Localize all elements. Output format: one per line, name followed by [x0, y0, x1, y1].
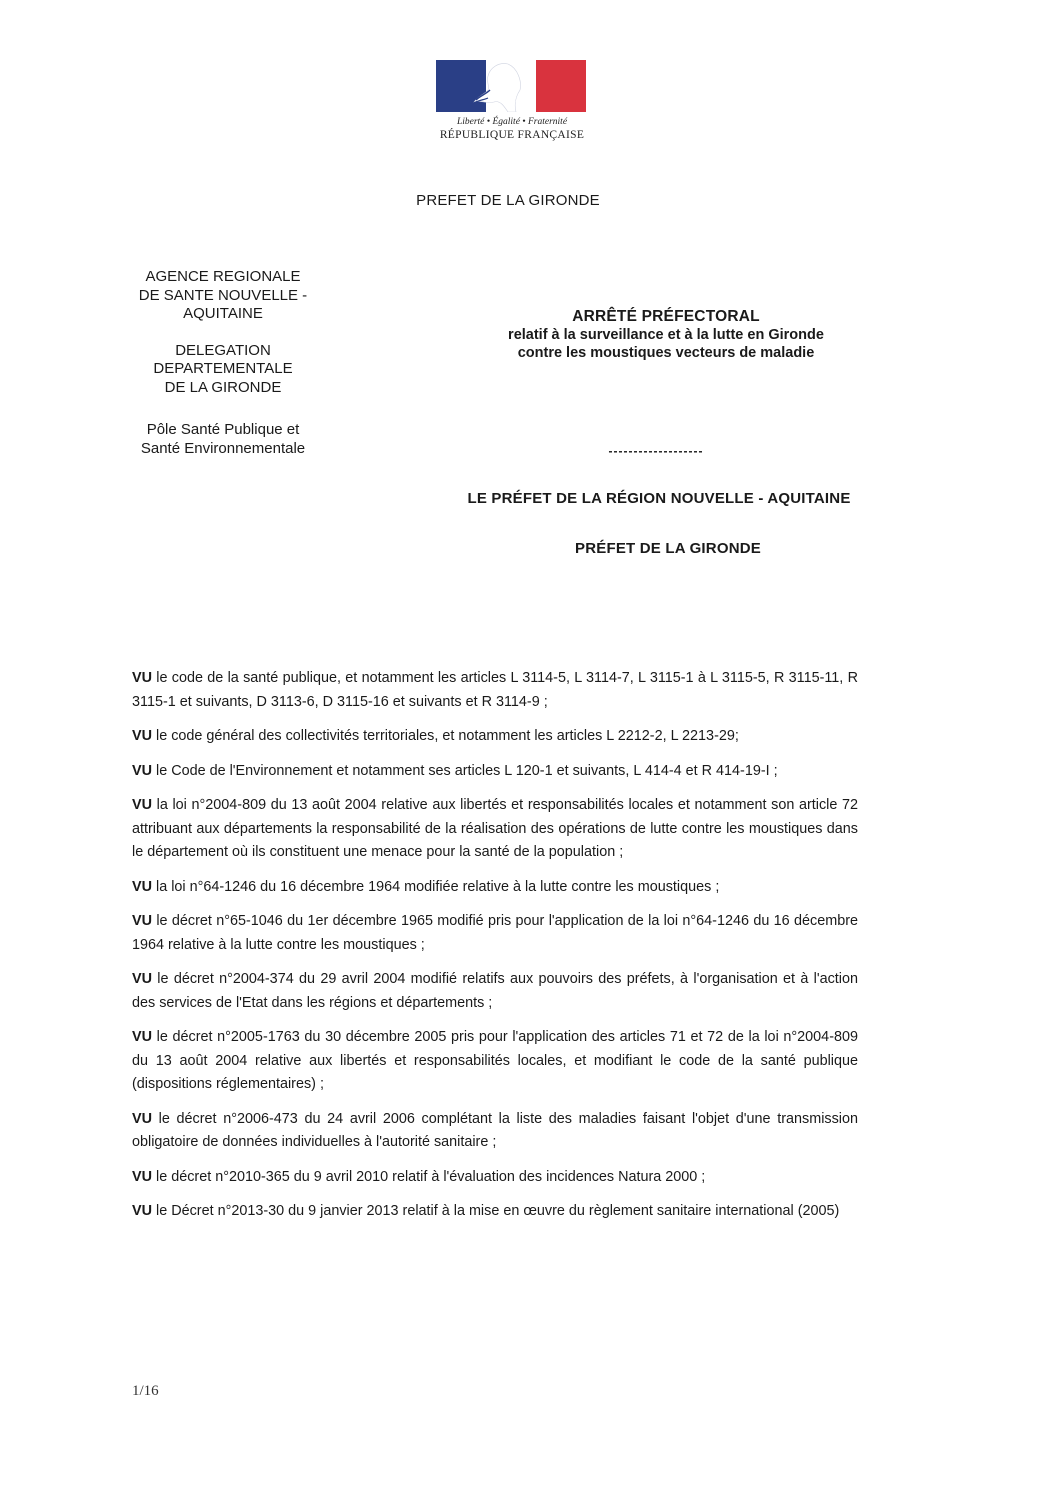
visa-item — [132, 1108, 858, 1155]
visa-prefix: VU — [132, 1029, 152, 1045]
authority-subtitle: PRÉFET DE LA GIRONDE — [575, 540, 761, 557]
marianne-flag-icon — [436, 60, 586, 112]
visa-item — [132, 725, 858, 749]
visa-text: le décret n°2005-1763 du 30 décembre 2005 pris pour l'application des articles 71 et 72 de la loi n°2004-809 du 13 août 2004 relative aux libertés et responsabilités locales, et modifiant le code de la santé publique (dispositions réglementaires) ; — [132, 1029, 858, 1092]
visa-item — [132, 1200, 858, 1224]
visa-text: le décret n°2004-374 du 29 avril 2004 modifié relatifs aux pouvoirs des préfets, à l'organisation et à l'action des services de l'Etat dans les régions et départements ; — [132, 971, 858, 1011]
pole-line: Santé Environnementale — [140, 439, 306, 457]
pole-line: Pôle Santé Publique et — [146, 421, 300, 438]
visa-text: le code général des collectivités territoriales, et notamment les articles L 2212-2, L 2213-29; — [152, 728, 739, 744]
prefet-header: PREFET DE LA GIRONDE — [416, 192, 600, 209]
visa-prefix: VU — [132, 670, 152, 686]
page-number: 1/16 — [132, 1383, 159, 1399]
delegation-line: DEPARTEMENTALE — [153, 360, 293, 377]
authority-title: LE PRÉFET DE LA RÉGION NOUVELLE - AQUITAINE — [467, 490, 851, 507]
visa-item — [132, 667, 858, 714]
agency-line: AGENCE REGIONALE — [145, 268, 301, 285]
visa-prefix: VU — [132, 1203, 152, 1219]
delegation-line: DE LA GIRONDE — [164, 378, 282, 396]
visa-text: le code de la santé publique, et notamment les articles L 3114-5, L 3114-7, L 3115-1 à L 3115-5, R 3115-11, R 3115-1 et suivants, D 3113-6, D 3115-16 et suivants et R 3114-9 ; — [132, 670, 858, 710]
visa-item — [132, 1026, 858, 1097]
visa-text: le décret n°2006-473 du 24 avril 2006 complétant la liste des maladies faisant l'objet d'une transmission obligatoire de données individuelles à l'autorité sanitaire ; — [132, 1110, 858, 1150]
visa-prefix: VU — [132, 971, 152, 987]
arrete-subtitle-line: contre les moustiques vecteurs de maladie — [517, 345, 815, 361]
arrete-title: ARRÊTÉ PRÉFECTORAL — [572, 308, 760, 325]
agency-block — [110, 268, 336, 324]
arrete-heading — [456, 308, 876, 362]
arrete-subtitle-line: relatif à la surveillance et à la lutte en Gironde — [508, 327, 824, 343]
visa-text: la loi n°2004-809 du 13 août 2004 relative aux libertés et responsabilités locales et notamment son article 72 attribuant aux départements la responsabilité de la réalisation des opérations de lutte contre les moustiques dans le département où ils constituent une menace pour la santé de la population ; — [132, 797, 858, 860]
visa-text: le Décret n°2013-30 du 9 janvier 2013 relatif à la mise en œuvre du règlement sanitaire international (2005) — [152, 1203, 840, 1219]
republic-name: RÉPUBLIQUE FRANÇAISE — [439, 129, 585, 141]
visa-item — [132, 1166, 858, 1190]
republic-motto: Liberté • Égalité • Fraternité — [456, 117, 568, 127]
delegation-line: DELEGATION — [175, 341, 271, 359]
visa-prefix: VU — [132, 728, 152, 744]
visa-text: le Code de l'Environnement et notamment ses articles L 120-1 et suivants, L 414-4 et R 414-19-I ; — [152, 762, 778, 779]
separator-dashes: ------------------- — [608, 444, 704, 458]
visa-text: le décret n°65-1046 du 1er décembre 1965 modifié pris pour l'application de la loi n°64-1246 du 16 décembre 1964 relative à la lutte contre les moustiques ; — [132, 913, 858, 953]
visas-list — [132, 667, 858, 1235]
visa-prefix: VU — [132, 797, 152, 813]
visa-text: le décret n°2010-365 du 9 avril 2010 relatif à l'évaluation des incidences Natura 2000 ; — [152, 1168, 706, 1185]
visa-item — [132, 968, 858, 1015]
visa-prefix: VU — [132, 1168, 152, 1185]
visa-prefix: VU — [132, 762, 152, 779]
visa-prefix: VU — [132, 878, 152, 895]
visa-item — [132, 910, 858, 957]
agency-line: AQUITAINE — [183, 305, 263, 322]
visa-prefix: VU — [132, 1110, 152, 1127]
visa-item — [132, 876, 858, 900]
visa-item — [132, 794, 858, 865]
visa-prefix: VU — [132, 913, 152, 929]
visa-text: la loi n°64-1246 du 16 décembre 1964 modifiée relative à la lutte contre les moustiques ; — [152, 878, 720, 895]
visa-item — [132, 760, 858, 784]
delegation-block — [110, 342, 336, 398]
republique-logo — [436, 60, 588, 141]
agency-line: DE SANTE NOUVELLE - — [138, 286, 308, 304]
